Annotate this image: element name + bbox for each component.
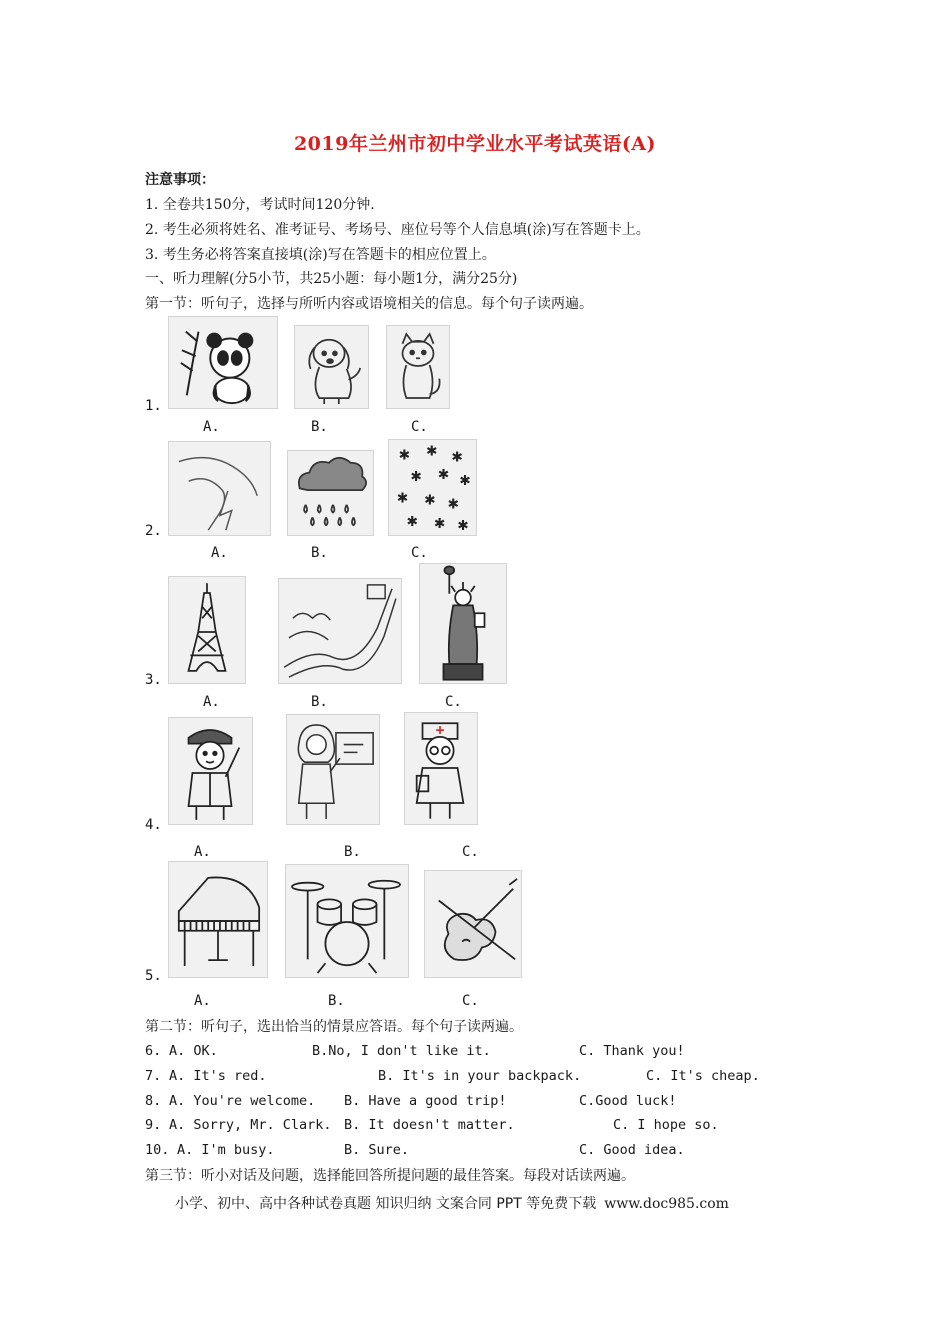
svg-text:✱: ✱	[433, 516, 446, 533]
question-number: 3.	[145, 672, 162, 688]
option-label-a: A.	[203, 694, 220, 710]
footer	[175, 1193, 729, 1213]
drums-icon	[285, 864, 409, 978]
section2-instruction: 第二节：听句子，选出恰当的情景应答语。每个句子读两遍。	[145, 1019, 523, 1035]
option-label-c: C.	[411, 545, 428, 561]
option-label-c: C.	[411, 419, 428, 435]
answer-option-c: C. I hope so.	[613, 1117, 719, 1133]
answer-option-a: A. OK.	[169, 1043, 218, 1059]
answer-number: 8.	[145, 1093, 162, 1109]
footer-text: 小学、初中、高中各种试卷真题 知识归纳 文案合同 PPT 等免费下载	[175, 1196, 597, 1212]
option-label-a: A.	[211, 545, 228, 561]
option-label-b: B.	[311, 545, 328, 561]
option-label-c: C.	[462, 844, 479, 860]
statue-of-liberty-icon	[419, 563, 507, 684]
svg-text:✱: ✱	[398, 447, 411, 464]
answer-option-a: A. Sorry, Mr. Clark.	[169, 1117, 332, 1133]
svg-text:✱: ✱	[426, 443, 438, 460]
svg-text:✱: ✱	[437, 467, 450, 484]
wind-icon	[168, 441, 271, 536]
answer-option-c: C. Thank you!	[579, 1043, 685, 1059]
notice-item-3: 3. 考生务必将答案直接填(涂)写在答题卡的相应位置上。	[145, 247, 496, 263]
notice-item-1: 1. 全卷共150分，考试时间120分钟.	[145, 197, 375, 213]
option-label-b: B.	[328, 993, 345, 1009]
answer-number: 7.	[145, 1068, 162, 1084]
policeman-icon	[168, 717, 253, 825]
part1-heading: 一、听力理解(分5小节，共25小题：每小题1分，满分25分)	[145, 271, 518, 287]
option-label-b: B.	[344, 844, 361, 860]
answer-number: 9.	[145, 1117, 162, 1133]
option-label-b: B.	[311, 419, 328, 435]
notice-item-2: 2. 考生必须将姓名、准考证号、考场号、座位号等个人信息填(涂)写在答题卡上。	[145, 222, 650, 238]
svg-text:✱: ✱	[447, 496, 460, 513]
doctor-icon	[404, 712, 478, 825]
violin-icon	[424, 870, 522, 978]
option-label-c: C.	[462, 993, 479, 1009]
option-label-a: A.	[194, 993, 211, 1009]
question-number: 2.	[145, 523, 162, 539]
notice-heading: 注意事项：	[145, 172, 215, 188]
answer-option-a: A. You're welcome.	[169, 1093, 316, 1109]
question-number: 1.	[145, 398, 162, 414]
option-label-c: C.	[445, 694, 462, 710]
answer-option-c: C. It's cheap.	[646, 1068, 760, 1084]
piano-icon	[168, 861, 268, 978]
rain-cloud-icon	[287, 450, 374, 536]
answer-option-b: B. Sure.	[344, 1142, 410, 1158]
option-label-b: B.	[311, 694, 328, 710]
svg-text:✱: ✱	[410, 469, 422, 486]
answer-number: 10.	[145, 1142, 170, 1158]
panda-icon	[168, 316, 278, 409]
option-label-a: A.	[203, 419, 220, 435]
svg-text:✱: ✱	[424, 492, 436, 509]
answer-option-a: A. It's red.	[169, 1068, 267, 1084]
answer-option-c: C. Good idea.	[579, 1142, 685, 1158]
puppy-icon	[294, 325, 369, 409]
page-title: 2019年兰州市初中学业水平考试英语(A)	[293, 133, 657, 155]
svg-text:✱: ✱	[406, 514, 419, 531]
answer-option-b: B. Have a good trip!	[344, 1093, 507, 1109]
question-number: 5.	[145, 968, 162, 984]
answer-number: 6.	[145, 1043, 162, 1059]
svg-text:✱: ✱	[396, 490, 409, 507]
answer-option-b: B. It doesn't matter.	[344, 1117, 515, 1133]
svg-text:✱: ✱	[459, 473, 471, 490]
svg-text:✱: ✱	[451, 449, 464, 466]
teacher-icon	[286, 714, 380, 825]
great-wall-icon	[278, 578, 402, 684]
answer-option-a: A. I'm busy.	[177, 1142, 275, 1158]
kitten-icon	[386, 325, 450, 409]
answer-option-b: B.No, I don't like it.	[312, 1043, 491, 1059]
footer-url[interactable]: www.doc985.com	[604, 1196, 729, 1212]
answer-option-c: C.Good luck!	[579, 1093, 677, 1109]
section1-instruction: 第一节：听句子，选择与所听内容或语境相关的信息。每个句子读两遍。	[145, 296, 593, 312]
option-label-a: A.	[194, 844, 211, 860]
section3-instruction: 第三节：听小对话及问题，选择能回答所提问题的最佳答案。每段对话读两遍。	[145, 1168, 635, 1184]
answer-option-b: B. It's in your backpack.	[378, 1068, 582, 1084]
question-number: 4.	[145, 817, 162, 833]
eiffel-tower-icon	[168, 576, 246, 684]
snow-icon	[388, 439, 477, 536]
svg-text:✱: ✱	[457, 518, 469, 535]
